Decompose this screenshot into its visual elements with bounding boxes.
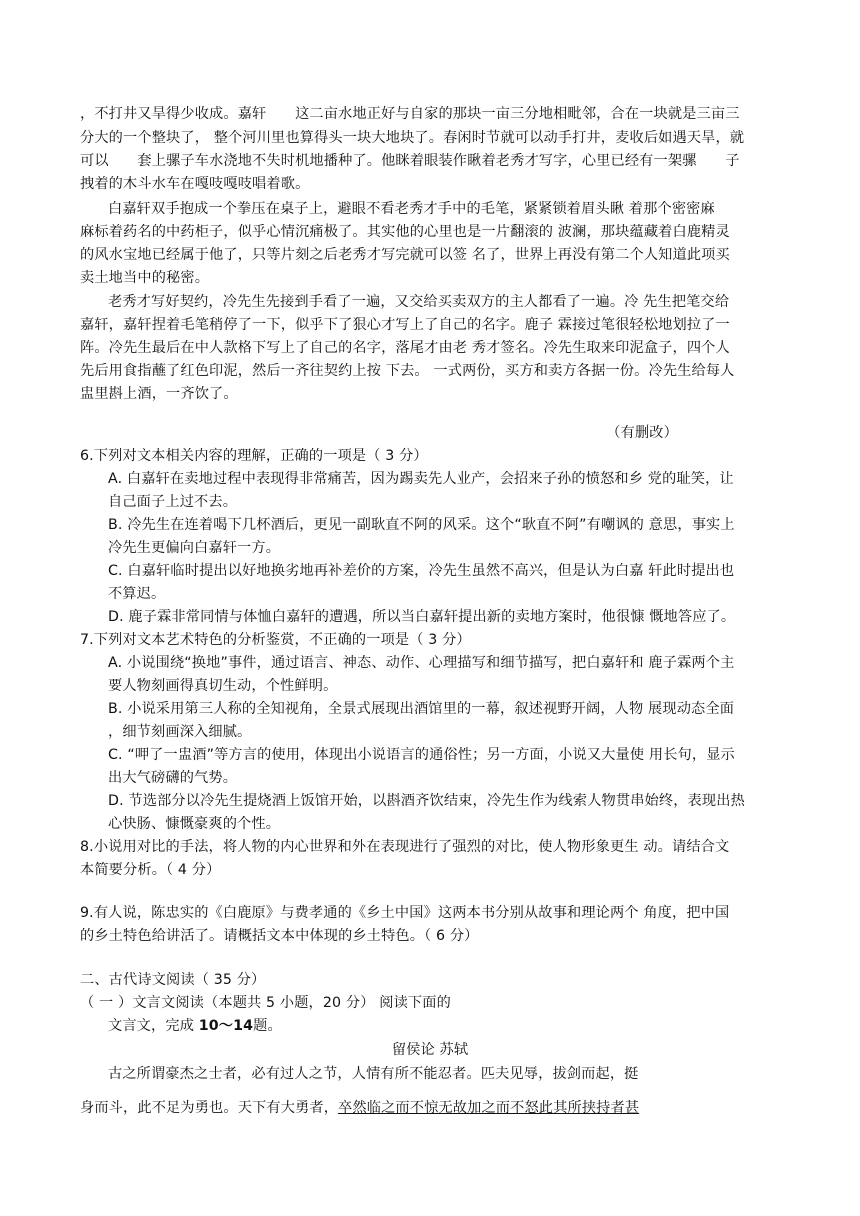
question-9: 的乡土特色给讲活了。请概括文本中体现的乡土特色。（ 6 分）	[80, 928, 479, 944]
question-range: 10～14	[198, 1018, 254, 1034]
q6-option-c: C. 白嘉轩临时提出以好地换劣地再补差价的方案，冷先生虽然不高兴，但是认为白嘉 轩此时提出也	[108, 563, 735, 579]
question-8: 8.小说用对比的手法，将人物的内心世界和外在表现进行了强烈的对比，使人物形象更生 动。请结合文	[80, 839, 730, 855]
passage-line: 先后用食指蘸了红色印泥，然后一齐往契约上按 下去。 一式两份，买方和卖方各据一份。冷先生给每人	[80, 363, 735, 379]
classical-text: 身而斗，此不足为勇也。天下有大勇者，	[80, 1100, 339, 1116]
q6-option-b: 冷先生更偏向白嘉轩一方。	[108, 540, 281, 556]
passage-line: 嘉轩，嘉轩捏着毛笔稍停了一下，似乎下了狠心才写上了自己的名字。鹿子 霖接过笔很轻松地划拉了一	[80, 317, 730, 333]
underlined-sentence: 卒然临之而不惊无故加之而不怒此其所挟持者甚	[338, 1100, 640, 1116]
passage-line: 的风水宝地已经属于他了，只等片刻之后老秀才写完就可以签 名了，世界上再没有第二个人知道此项买	[80, 247, 730, 263]
question-7-stem: 7.下列对文本艺术特色的分析鉴赏，不正确的一项是（ 3 分）	[80, 632, 471, 648]
revision-note: （有删改）	[606, 425, 678, 441]
q7-option-c: 出大气磅礴的气势。	[108, 770, 238, 786]
q7-option-b: B. 小说采用第三人称的全知视角，全景式展现出酒馆里的一幕，叙述视野开阔，人物 展现动态全面	[108, 701, 735, 717]
subsection-heading: （ 一 ）文言文阅读（本题共 5 小题，20 分） 阅读下面的	[80, 995, 451, 1011]
q7-option-d: D. 节选部分以冷先生提烧酒上饭馆开始，以斟酒齐饮结束，冷先生作为线索人物贯串始终，表现出热	[108, 793, 745, 809]
classical-line: 古之所谓豪杰之士者，必有过人之节，人情有所不能忍者。匹夫见辱，拔剑而起，挺	[108, 1066, 639, 1082]
q7-option-d: 心快肠、慷慨豪爽的个性。	[108, 816, 281, 832]
subsection-heading-cont	[108, 1016, 282, 1036]
passage-line: 阵。冷先生最后在中人款格下写上了自己的名字，落尾才由老 秀才签名。冷先生取来印泥盒子，四个人	[80, 340, 730, 356]
passage-line: 老秀才写好契约，冷先生先接到手看了一遍，又交给买卖双方的主人都看了一遍。冷 先生把笔交给	[108, 294, 730, 310]
passage-line: 可以 套上骡子车水浇地不失时机地播种了。他眯着眼装作瞅着老秀才写字，心里已经有一架骡 子	[80, 153, 740, 169]
q6-option-c: 不算迟。	[108, 586, 166, 602]
q7-option-a: 要人物刻画得真切生动，个性鲜明。	[108, 678, 338, 694]
question-9: 9.有人说，陈忠实的《白鹿原》与费孝通的《乡土中国》这两本书分别从故事和理论两个 角度，把中国	[80, 905, 730, 921]
section-heading: 二、古代诗文阅读（ 35 分）	[80, 972, 266, 988]
passage-line: 拽着的木斗水车在嘎吱嘎吱唱着歌。	[80, 176, 310, 192]
passage-line: 白嘉轩双手抱成一个拳压在桌子上，避眼不看老秀才手中的毛笔，紧紧锁着眉头瞅 着那个密密麻	[108, 201, 715, 217]
question-8: 本简要分析。（ 4 分）	[80, 862, 221, 878]
q6-option-a: 自己面子上过不去。	[108, 494, 238, 510]
passage-line: 卖土地当中的秘密。	[80, 270, 210, 286]
q6-option-a: A. 白嘉轩在卖地过程中表现得非常痛苦，因为踢卖先人业产，会招来子孙的愤怒和乡 党的耻笑，让	[108, 471, 734, 487]
q6-option-b: B. 冷先生在连着喝下几杯酒后，更见一副耿直不阿的风采。这个“耿直不阿”有嘲讽的 意思，事实上	[108, 517, 735, 533]
q7-option-c: C. “呷了一盅酒”等方言的使用，体现出小说语言的通俗性；另一方面，小说又大量使 用长句，显示	[108, 747, 735, 763]
classical-title: 留侯论 苏轼	[391, 1042, 469, 1058]
passage-line: 盅里斟上酒，一齐饮了。	[80, 386, 238, 402]
question-6-stem: 6.下列对文本相关内容的理解，正确的一项是（ 3 分）	[80, 448, 428, 464]
q6-option-d: D. 鹿子霖非常同情与体恤白嘉轩的遭遇，所以当白嘉轩提出新的卖地方案时，他很慷 慨地答应了。	[108, 609, 736, 625]
subsection-text: 题。	[253, 1018, 282, 1034]
passage-line: 麻标着药名的中药柜子，似乎心情沉痛极了。其实他的心里也是一片翻滚的 波澜，那块蕴藏着白鹿精灵	[80, 224, 730, 240]
q7-option-b: ，细节刻画深入细腻。	[108, 724, 252, 740]
passage-line: 分大的一个整块了， 整个河川里也算得头一块大地块了。春闲时节就可以动手打井，麦收后如遇天旱，就	[80, 130, 745, 146]
subsection-text: 文言文，完成	[108, 1018, 199, 1034]
q7-option-a: A. 小说围绕“换地”事件，通过语言、神态、动作、心理描写和细节描写，把白嘉轩和 鹿子霖两个主	[108, 655, 735, 671]
passage-line: ，不打井又旱得少收成。嘉轩 这二亩水地正好与自家的那块一亩三分地相毗邻，合在一块就是三亩三	[80, 106, 740, 122]
classical-line	[80, 1098, 639, 1118]
